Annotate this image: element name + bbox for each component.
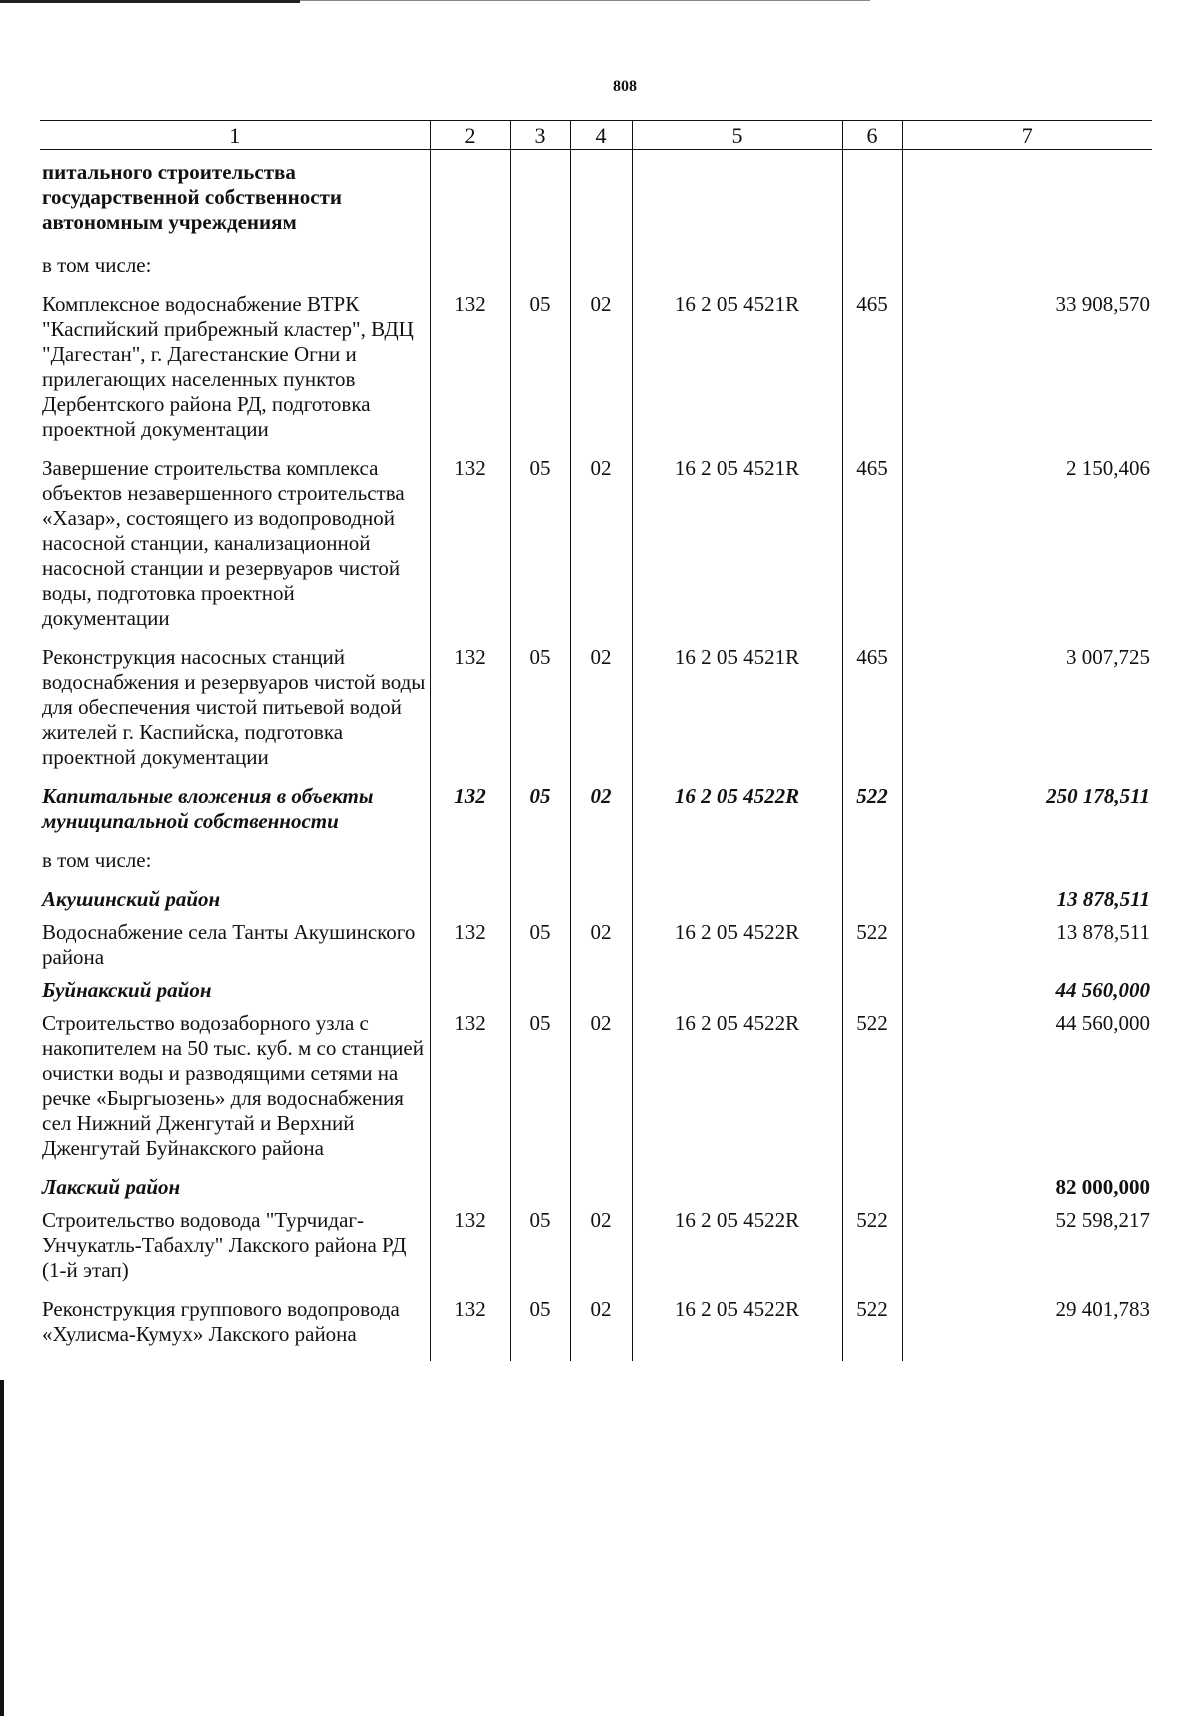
row-description: питального строительства государственной собственности автономным учреждениям — [42, 160, 342, 234]
table-row — [40, 292, 1152, 456]
row-description: Водоснабжение села Танты Акушинского района — [42, 920, 416, 969]
row-code-target: 16 2 05 4522R — [632, 1011, 842, 1175]
row-code-expense-type — [842, 848, 902, 887]
row-code-subsection — [570, 1175, 632, 1208]
top-rule-thin — [300, 0, 870, 1]
row-description: Лакский район — [42, 1175, 181, 1199]
row-code-section — [510, 249, 570, 292]
row-code-subsection: 02 — [570, 1011, 632, 1175]
row-code-target: 16 2 05 4522R — [632, 920, 842, 978]
row-code-expense-type: 465 — [842, 645, 902, 784]
row-description: в том числе: — [42, 253, 152, 277]
row-amount: 250 178,511 — [902, 784, 1152, 848]
row-code-section — [510, 978, 570, 1011]
table-row — [40, 920, 1152, 978]
row-code-subsection: 02 — [570, 645, 632, 784]
row-description: Строительство водозаборного узла с накопителем на 50 тыс. куб. м со станцией очистки воды и разводящими сетями на речке «Быргыозень» для водоснабжения сел Нижний Дженгутай и Верхний Дженгутай Буйнакского района — [42, 1011, 424, 1160]
row-code-target — [632, 150, 842, 250]
row-amount — [902, 150, 1152, 250]
row-code-target: 16 2 05 4521R — [632, 645, 842, 784]
row-amount: 29 401,783 — [902, 1297, 1152, 1361]
row-code-ministry: 132 — [430, 1011, 510, 1175]
row-amount: 2 150,406 — [902, 456, 1152, 645]
row-code-subsection — [570, 249, 632, 292]
row-amount: 13 878,511 — [902, 920, 1152, 978]
row-code-subsection — [570, 887, 632, 920]
row-code-target — [632, 887, 842, 920]
row-code-section: 05 — [510, 1208, 570, 1297]
row-code-subsection: 02 — [570, 456, 632, 645]
row-amount: 13 878,511 — [902, 887, 1152, 920]
row-description: Строительство водовода "Турчидаг-Унчукатль-Табахлу" Лакского района РД (1-й этап) — [42, 1208, 407, 1282]
row-code-ministry: 132 — [430, 784, 510, 848]
row-code-section: 05 — [510, 645, 570, 784]
page-number: 808 — [613, 78, 637, 95]
row-code-subsection: 02 — [570, 292, 632, 456]
row-code-section: 05 — [510, 1011, 570, 1175]
row-description: Буйнакский район — [42, 978, 212, 1002]
row-code-section — [510, 848, 570, 887]
row-code-subsection: 02 — [570, 1297, 632, 1361]
row-code-target — [632, 249, 842, 292]
row-code-expense-type: 522 — [842, 1297, 902, 1361]
table-row — [40, 887, 1152, 920]
row-amount — [902, 848, 1152, 887]
row-amount — [902, 249, 1152, 292]
row-code-target — [632, 1175, 842, 1208]
row-amount: 82 000,000 — [902, 1175, 1152, 1208]
top-rule — [0, 0, 300, 3]
row-code-subsection: 02 — [570, 920, 632, 978]
scan-edge-line — [0, 1380, 4, 1716]
row-code-subsection — [570, 150, 632, 250]
row-amount: 3 007,725 — [902, 645, 1152, 784]
budget-table — [40, 120, 1152, 1361]
row-code-ministry: 132 — [430, 645, 510, 784]
table-row — [40, 249, 1152, 292]
table-row — [40, 150, 1152, 250]
row-code-target: 16 2 05 4522R — [632, 1297, 842, 1361]
row-code-section — [510, 1175, 570, 1208]
row-code-expense-type — [842, 1175, 902, 1208]
table-row — [40, 784, 1152, 848]
row-code-expense-type — [842, 249, 902, 292]
row-description: Комплексное водоснабжение ВТРК "Каспийский прибрежный кластер", ВДЦ "Дагестан", г. Дагестанские Огни и прилегающих населенных пунктов Дербентского района РД, подготовка проектной документации — [42, 292, 414, 441]
table-row — [40, 1011, 1152, 1175]
table-row — [40, 1297, 1152, 1361]
row-description: Реконструкция насосных станций водоснабжения и резервуаров чистой воды для обеспечения чистой питьевой водой жителей г. Каспийска, подготовка проектной документации — [42, 645, 426, 769]
row-code-expense-type: 522 — [842, 1208, 902, 1297]
row-code-ministry: 132 — [430, 1297, 510, 1361]
row-code-expense-type — [842, 887, 902, 920]
row-code-ministry: 132 — [430, 456, 510, 645]
row-code-target: 16 2 05 4522R — [632, 784, 842, 848]
row-amount: 44 560,000 — [902, 1011, 1152, 1175]
row-code-subsection — [570, 848, 632, 887]
table-header — [40, 121, 1152, 150]
table-row — [40, 645, 1152, 784]
row-description: Завершение строительства комплекса объектов незавершенного строительства «Хазар», состоящего из водопроводной насосной станции, канализационной насосной станции и резервуаров чистой воды, подготовка проектной документации — [42, 456, 405, 630]
row-code-ministry: 132 — [430, 1208, 510, 1297]
table-row — [40, 1175, 1152, 1208]
row-description: Капитальные вложения в объекты муниципальной собственности — [42, 784, 374, 833]
row-code-expense-type: 522 — [842, 920, 902, 978]
row-code-target: 16 2 05 4521R — [632, 292, 842, 456]
table-row — [40, 456, 1152, 645]
row-code-section: 05 — [510, 456, 570, 645]
row-amount: 44 560,000 — [902, 978, 1152, 1011]
column-header-5: 5 — [632, 121, 842, 150]
column-header-4: 4 — [570, 121, 632, 150]
row-description: Реконструкция группового водопровода «Хулисма-Кумух» Лакского района — [42, 1297, 400, 1346]
row-code-ministry — [430, 1175, 510, 1208]
table-row — [40, 1208, 1152, 1297]
row-code-subsection — [570, 978, 632, 1011]
row-description: Акушинский район — [42, 887, 221, 911]
table-body — [40, 150, 1152, 1362]
row-code-ministry — [430, 848, 510, 887]
row-code-target — [632, 978, 842, 1011]
row-code-section — [510, 887, 570, 920]
row-code-ministry — [430, 887, 510, 920]
row-code-ministry — [430, 249, 510, 292]
row-code-section — [510, 150, 570, 250]
table-row — [40, 848, 1152, 887]
row-amount: 52 598,217 — [902, 1208, 1152, 1297]
row-code-section: 05 — [510, 784, 570, 848]
row-code-expense-type: 522 — [842, 1011, 902, 1175]
row-code-ministry — [430, 978, 510, 1011]
row-code-expense-type — [842, 150, 902, 250]
row-code-expense-type: 465 — [842, 292, 902, 456]
row-code-target: 16 2 05 4521R — [632, 456, 842, 645]
row-code-subsection: 02 — [570, 784, 632, 848]
header-row — [40, 121, 1152, 150]
table-row — [40, 978, 1152, 1011]
row-code-expense-type: 522 — [842, 784, 902, 848]
column-header-1: 1 — [40, 121, 430, 150]
row-code-expense-type: 465 — [842, 456, 902, 645]
row-code-ministry: 132 — [430, 292, 510, 456]
row-code-target: 16 2 05 4522R — [632, 1208, 842, 1297]
row-code-ministry — [430, 150, 510, 250]
column-header-3: 3 — [510, 121, 570, 150]
row-amount: 33 908,570 — [902, 292, 1152, 456]
column-header-2: 2 — [430, 121, 510, 150]
row-code-section: 05 — [510, 920, 570, 978]
row-code-section: 05 — [510, 1297, 570, 1361]
row-code-expense-type — [842, 978, 902, 1011]
row-code-ministry: 132 — [430, 920, 510, 978]
column-header-7: 7 — [902, 121, 1152, 150]
column-header-6: 6 — [842, 121, 902, 150]
row-description: в том числе: — [42, 848, 152, 872]
row-code-subsection: 02 — [570, 1208, 632, 1297]
row-code-section: 05 — [510, 292, 570, 456]
row-code-target — [632, 848, 842, 887]
